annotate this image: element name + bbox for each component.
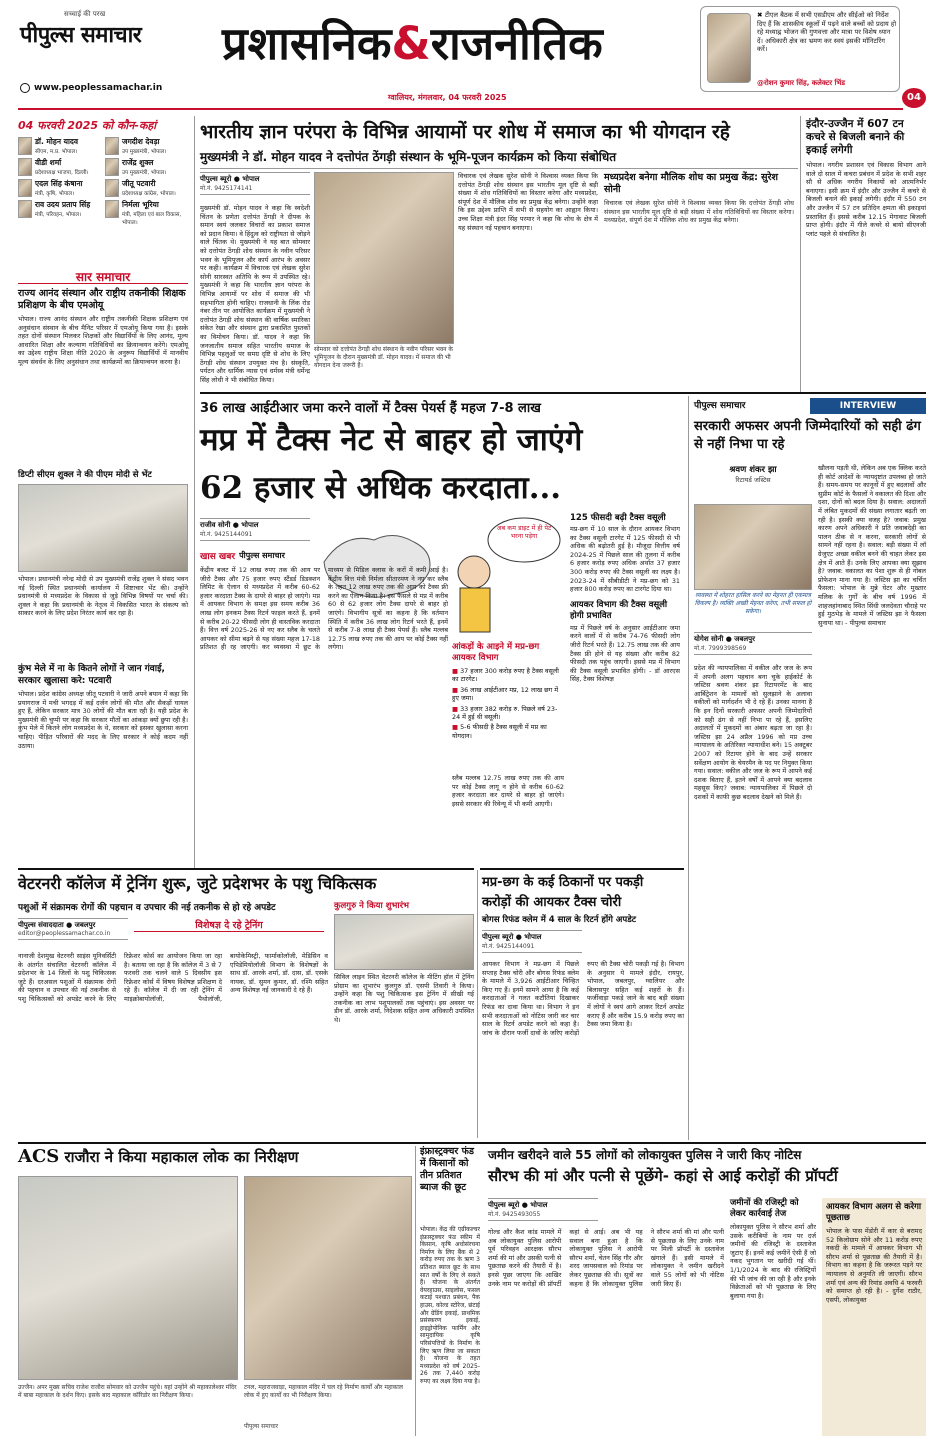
indore-divider bbox=[800, 116, 801, 392]
interview-divider bbox=[688, 396, 689, 1140]
interview-person bbox=[694, 464, 812, 504]
acs-prefix: ACS bbox=[18, 1146, 60, 1167]
tax-kicker: 36 लाख आईटीआर जमा करने वालों में टैक्स पेयर्स हैं महज 7-8 लाख bbox=[200, 401, 541, 416]
acs-caption-1: उज्जैन। अपर मुख्य सचिव राजेश राजौरा सोमवार को उज्जैन पहुंचे। यहां उन्होंने श्री महाकालेश्वर मंदिर में बाबा महाकाल के दर्शन किए। इसके बाद महाकाल कॉरिडोर का निरीक्षण किया। bbox=[18, 1384, 237, 1399]
logo-text: पीपुल्स समाचार bbox=[20, 23, 142, 48]
bottom-top-rule bbox=[18, 1142, 926, 1144]
raid-subhead: बोगस रिफंड क्लेम में 4 साल के रिटर्न होंगे अपडेट bbox=[482, 915, 637, 925]
tax-headline-1: मप्र में टैक्स नेट से बाहर हो जाएंगे bbox=[200, 422, 583, 458]
raid-divider bbox=[477, 870, 478, 1138]
lead-photo-caption: सोमवार को दत्तोपंत ठेंगड़ी शोध संस्थान के नवीन परिसर भवन के भूमिपूजन के दौरान मुख्यमंत्री डॉ. मोहन यादव। में समाज की भी योगदान देना जरूरी है। bbox=[314, 346, 454, 369]
person-place: मंत्री, महिला एवं बाल विकास, भोपाल। bbox=[122, 212, 182, 226]
lokayukt-headline-2: सौरभ की मां और पत्नी से पूछेंगे- कहां से आई करोड़ों की प्रॉपर्टी bbox=[488, 1167, 838, 1185]
person-place: मंत्री, परिवहन, भोपाल। bbox=[35, 212, 82, 218]
interviewer-box bbox=[694, 632, 812, 655]
quote-body: टीएल बैठक में सभी एसडीएम और सीईओ को निर्देश दिए हैं कि शासकीय स्कूलों में पढ़ने वाले बच्चों को प्रदाय हो रहे मध्याह्न भोजन की गुणवत्ता और मात्रा पर विशेष ध्यान दें। अधिकारी क्षेत्र का भ्रमण कर स्वयं इसकी मॉनिटरिंग करें। bbox=[757, 11, 897, 54]
kulguru-headline: कुलगुरु ने किया शुभारंभ bbox=[334, 901, 410, 911]
stat-item: ■ 36 लाख आईटीआर मप्र, 12 लाख छग में हुए जमा। bbox=[452, 686, 564, 703]
lead-subhead-rule bbox=[200, 168, 798, 169]
quote-icon: ✖ bbox=[757, 11, 765, 19]
infra-divider bbox=[415, 1146, 416, 1436]
saar-label: सार समाचार bbox=[18, 268, 188, 284]
cartoon-bubble-text: अब कम डाइट में ही पेट भरना पड़ेगा bbox=[496, 524, 552, 540]
interview-body: प्रदेश की न्यायपालिका में वकील और जज के रूप में अपनी अलग पहचान बना चुके हाईकोर्ट के जस्टिस श्रवण शंकर झा रिटायरमेंट के बाद आर्बिट्रेशन के मामलों को सुलझाने के अलावा वकीलों को मार्गदर्शन भी दे रहे हैं। उनका मानना है कि इन दिनों सरकारी अफसर अपनी जिम्मेदारियों को सही ढंग से नहीं निभा पा रहे हैं, इसलिए अदालतों में मुकदमों का अंबार बढ़ता जा रहा है। जस्टिस झा 24 अप्रैल 1996 को मप्र उच्च न्यायालय के अतिरिक्त न्यायाधीश बने। 15 अक्टूबर 2007 को रिटायर होने के बाद उन्हें सरकार सर्वेक्षण आयोग के चेयरमैन के पद पर नियुक्त किया गया। सवाल: वकील और जज के रूप में आपने कई दशक बिताए हैं, इतने वर्षों में आपने क्या बदलाव महसूस किए? जवाब: न्यायपालिका में पिछले दो दशकों में काफी कुछ बदलाव देखने को मिले हैं। bbox=[694, 664, 812, 801]
tax-col-headline: 125 फीसदी बढ़ी टैक्स वसूली bbox=[570, 513, 666, 523]
lead-photo bbox=[314, 172, 454, 344]
pm-meeting-photo bbox=[18, 484, 188, 572]
brief-headline: डिप्टी सीएम शुक्ल ने की पीएम मोदी से भेंट bbox=[18, 470, 152, 480]
acs-headline bbox=[18, 1146, 418, 1172]
brief-headline: कुंभ मेले में ना के कितने लोगों ने जान गंवाई, सरकार खुलासा करे: पटवारी bbox=[18, 664, 165, 686]
vet-byline-box bbox=[18, 918, 128, 948]
person-name: राव उदय प्रताप सिंह bbox=[35, 200, 91, 209]
vet-top-rule bbox=[18, 868, 474, 870]
section-title-part1: प्रशासनिक bbox=[222, 17, 392, 70]
raid-body: आयकर विभाग ने मप्र-छग में पिछले सप्ताह टैक्स चोरी और बोगस रिफंड क्लेम के मामले में 3,926 आईटीआर चिन्हित किए गए हैं। इनमें सामने आया है कि कई करदाताओं ने गलत कटौतियां दिखाकर रिफंड का दावा किया था। विभाग ने इन सभी करदाताओं को नोटिस जारी कर चार साल के रिटर्न अपडेट करने को कहा है। जांच के दौरान फर्जी दावों के जरिए करोड़ों रुपए की टैक्स चोरी पकड़ी गई है। विभाग के अनुसार ये मामले इंदौर, रायपुर, भोपाल, जबलपुर, ग्वालियर और बिलासपुर सहित कई शहरों के हैं। फर्जीवाड़ा पकड़े जाने के बाद बड़ी संख्या में लोगों ने स्वयं आगे आकर रिटर्न अपडेट कराए हैं और करीब 15.9 करोड़ रुपए का टैक्स जमा किया है। bbox=[482, 960, 684, 1037]
byline-phone: मो.नं. 9425144091 bbox=[200, 531, 253, 538]
person-photo bbox=[18, 158, 32, 176]
person-photo bbox=[105, 200, 119, 218]
byline-name: पीपुल्स ब्यूरो ● भोपाल bbox=[482, 933, 542, 941]
acs-rest: राजौरा ने किया महाकाल लोक का निरीक्षण bbox=[64, 1148, 299, 1166]
lokayukt-box bbox=[822, 1198, 926, 1436]
brief-headline: राज्य आनंद संस्थान और राष्ट्रीय तकनीकी शिक्षक प्रशिक्षण के बीच एमओयू bbox=[18, 288, 186, 311]
lokayukt-side-body: लोकायुक्त पुलिस ने सौरभ शर्मा और उसके करीबियों के नाम पर दर्ज जमीनों की रजिस्ट्री के दस्तावेज जुटाए हैं। इनमें कई जमीनें ऐसी हैं जो नकद भुगतान पर खरीदी गई थीं। 1/1/2024 के बाद की रजिस्ट्रियों की भी जांच की जा रही है और इनके विक्रेताओं को भी पूछताछ के लिए बुलाया गया है। bbox=[730, 1223, 816, 1300]
brief-body: भोपाल। प्रदेश कांग्रेस अध्यक्ष जीतू पटवारी ने जारी अपने बयान में कहा कि प्रयागराज में मची भगदड़ में कई दर्जन लोगों की मौत और सैकड़ों घायल हुए हैं, लेकिन सरकार मात्र 30 लोगों की मौत बता रही है। यही प्रदेश के मुख्यमंत्री की चुप्पी पर कहा कि सरकार मौतों का आंकड़ा क्यों छुपा रही है। कुंभ मेले में कितने लोग मध्यप्रदेश के थे, सरकार को इसका खुलासा करना चाहिए। पीड़ित परिवारों की मदद के लिए सरकार ने कोई कदम नहीं उठाया। bbox=[18, 690, 188, 750]
person-place: सीएम, म.प्र. भोपाल। bbox=[35, 149, 78, 155]
quote-box bbox=[700, 6, 900, 92]
tax-headline-2: 62 हजार से अधिक करदाता... bbox=[200, 470, 562, 506]
lokayukt-side bbox=[730, 1198, 816, 1436]
interview-headline: सरकारी अफसर अपनी जिम्मेदारियों को सही ढंग से नहीं निभा पा रहे bbox=[694, 419, 921, 452]
lokayukt-byline bbox=[488, 1198, 598, 1221]
tax-body-cont: स्लैब मल्लब 12.75 लाख रुपए तक की आय पर कोई टैक्स लागू न होने से करीब 60-62 हजार करदाता कर दायरे से बाहर हो जाएंगे। इससे सरकार की रिवेन्यू में भी कमी आएगी। bbox=[452, 774, 564, 808]
tax-body: केंद्रीय बजट में 12 लाख रुपए तक की आय पर जीरो टैक्स और 75 हजार रुपए स्टैंडर्ड डिडक्शन लिमिट के ऐलान से मध्यप्रदेश में करीब 60-62 हजार करदाता टैक्स के दायरे से बाहर हो जाएंगे। मप्र में आयकर विभाग के समक्ष इस समय करीब 36 लाख लोग इनकम टैक्स रिटर्न फाइल करते हैं, इनमें से करीब 20-22 फीसदी लोग ही वास्तविक करदाता हैं। वित्त वर्ष 2025-26 से नए कर स्लैब के चलते आयकर को सीमा बढ़ने से यह संख्या महज 17-18 प्रतिशत ही रह जाएगी। कर व्यवस्था में छूट के माध्यम से मिडिल क्लास के करों में कमी आई है। केंद्रीय वित्त मंत्री निर्मला सीतारमण ने नए कर स्लैब के तहत 12 लाख रुपए तक की आय को टैक्स फ्री करने का ऐलान किया है। इस फैसले से मप्र में करीब 60 से 62 हजार लोग टैक्स दायरे से बाहर हो जाएंगे। विभागीय सूत्रों का कहना है कि वर्तमान स्थिति में करीब 36 लाख लोग रिटर्न भरते हैं, इनमें से करीब 7-8 लाख ही टैक्स पेयर्स हैं। स्लैब मल्लब 12.75 लाख रुपए तक की आय पर कोई टैक्स नहीं लगेगा। bbox=[200, 566, 448, 652]
lead-headline: भारतीय ज्ञान परंपरा के विभिन्न आयामों पर शोध में समाज का भी योगदान रहे bbox=[200, 121, 730, 143]
person-card bbox=[105, 137, 188, 155]
person-card bbox=[105, 158, 188, 176]
person-card bbox=[18, 137, 101, 155]
kulguru-body: सिविल लाइन स्थित वेटरनरी कॉलेज के मीटिंग हॉल में ट्रेनिंग प्रोग्राम का शुभारंभ कुलगुरु डॉ. एसपी तिवारी ने किया। उन्होंने कहा कि पशु चिकित्सक इस ट्रेनिंग में सीखी गई तकनीक का लाभ पशुपालकों तक पहुंचाएं। इस अवसर पर डीन डॉ. आरके शर्मा, निदेशक सहित अन्य अधिकारी उपस्थित थे। bbox=[334, 973, 474, 1024]
logo bbox=[20, 10, 200, 68]
dateline: ग्वालियर, मंगलवार, 04 फरवरी 2025 bbox=[388, 93, 507, 102]
side-headline: मध्यप्रदेश बनेगा मौलिक शोध का प्रमुख केंद्र: सुरेश सोनी bbox=[604, 172, 778, 195]
person-photo bbox=[105, 158, 119, 176]
person-place: उप मुख्यमंत्री, भोपाल। bbox=[122, 170, 167, 176]
tax-stats-box bbox=[452, 642, 564, 770]
byline-email: editor@peoplessamachar.co.in bbox=[18, 930, 111, 937]
byline-name: पीपुल्स संवाददाता ● जबलपुर bbox=[18, 921, 96, 929]
person-name: वीडी शर्मा bbox=[35, 158, 62, 167]
lokayukt-box-headline: आयकर विभाग अलग से करेगा पूछताछ bbox=[826, 1202, 922, 1223]
vet-byline bbox=[18, 918, 128, 940]
raid-headline-2: करोड़ों की आयकर टैक्स चोरी bbox=[482, 895, 622, 910]
person-photo bbox=[18, 179, 32, 197]
brief-body: भोपाल। प्रधानमंत्री नरेन्द्र मोदी से उप मुख्यमंत्री राजेंद्र शुक्ल ने संसद भवन नई दिल्ली स्थित प्रधानमंत्री कार्यालय में शिष्टाचार भेंट की। उन्होंने प्रधानमंत्री से मध्यप्रदेश के विकास से जुड़े विभिन्न विषयों पर चर्चा की। शुक्ल ने कहा कि प्रधानमंत्री के नेतृत्व में विकसित भारत के संकल्प को साकार करने के लिए प्रदेश निरंतर कार्य कर रहा है। bbox=[18, 575, 188, 618]
tax-col-body: मप्र-छग में 10 साल के दौरान आयकर विभाग का टैक्स वसूली टारगेट में 125 फीसदी से भी अधिक की बढ़ोतरी हुई है। मौजूदा वित्तीय वर्ष 2024-25 में पिछले साल की तुलना में करीब 6 हजार करोड़ रुपए अधिक अर्थात 37 हजार 300 करोड़ रुपए की टैक्स वसूली का लक्ष्य है। 2023-24 में सीबीडीटी ने मप्र-छग को 31 हजार 800 करोड़ रुपए का टारगेट दिया था। bbox=[570, 525, 680, 594]
section-title-part2: राजनीतिक bbox=[430, 17, 603, 70]
collector-photo bbox=[707, 13, 751, 83]
byline-phone: मो.नं. 9425144091 bbox=[482, 943, 535, 950]
person-card bbox=[18, 200, 101, 226]
lead-subhead: मुख्यमंत्री ने डॉ. मोहन यादव ने दत्तोपंत ठेंगड़ी संस्थान के भूमि-पूजन कार्यक्रम को किया संबोधित bbox=[200, 150, 617, 164]
acs-photo-1 bbox=[18, 1176, 238, 1380]
quote-author: @रोशन कुमार सिंह, कलेक्टर भिंड bbox=[757, 79, 846, 87]
indore-body: भोपाल। नगरीय प्रशासन एवं विकास विभाग आने वाले दो साल में कचरा प्रबंधन में प्रदेश के सभी शहर सौ से अधिक नगरीय निकायों को आत्मनिर्भर बनाएगा। इसी क्रम में इंदौर और उज्जैन में कचरे से बिजली बनाने की इकाई लगेगी। इंदौर में 550 टन और उज्जैन में 57 टन प्रतिदिन क्षमता की इकाइयां प्रस्तावित हैं। इससे करीब 12.15 मेगावाट बिजली प्राप्त होगी। इंदौर में गीले कचरे से बायो सीएनजी प्लांट पहले से संचालित है। bbox=[806, 161, 926, 238]
infra-body: भोपाल। केंद्र की एग्रीकल्चर इंफ्रास्ट्रक्चर फंड स्कीम में किसान, कृषि अधोसंरचना निर्माण के लिए बैंक से 2 करोड़ रुपए तक के ऋण 3 प्रतिशत ब्याज छूट के साथ सात वर्षों के लिए ले सकते हैं। योजना के अंतर्गत वेयरहाउस, साइलोस, फसल कटाई पश्चात प्रबंधन, पैक हाउस, कोल्ड स्टोरेज, छंटाई और ग्रेडिंग इकाई, प्राथमिक प्रसंस्करण इकाई, हाइड्रोपोनिक फार्मिंग और सामुदायिक कृषि परिसंपत्तियों के निर्माण के लिए ऋण लिया जा सकता है। योजना के तहत मध्यप्रदेश को वर्ष 2025-26 तक 7,440 करोड़ रुपए का लक्ष्य दिया गया है। bbox=[420, 1226, 480, 1385]
person-name: राजेंद्र शुक्ल bbox=[122, 158, 154, 167]
cartoon-body bbox=[460, 588, 490, 632]
lokayukt-body: गोल्ड और कैश कांड मामले में अब लोकायुक्त पुलिस आरोपी पूर्व परिवहन आरक्षक सौरभ शर्मा की मां और उसकी पत्नी से पूछताछ करने की तैयारी में है। इनसे पूछा जाएगा कि आखिर उनके नाम पर करोड़ों की प्रॉपर्टी कहां से आई। अब भी यह सवाल बना हुआ है कि लोकायुक्त पुलिस ने आरोपी सौरभ शर्मा, चेतन सिंह गौर और शरद जायसवाल को रिमांड पर लेकर पूछताछ की थी। सूत्रों का कहना है कि लोकायुक्त पुलिस ने सौरभ शर्मा की मां और पत्नी से पूछताछ के लिए उनके नाम पर मिली प्रॉपर्टी के दस्तावेज खंगाले हैं। इसी मामले में लोकायुक्त ने जमीन खरीदने वाले 55 लोगों को भी नोटिस जारी किए हैं। bbox=[488, 1228, 724, 1288]
kaun-kahan-box bbox=[18, 118, 188, 260]
stat-item: ■ 37 हजार 300 करोड़ रुपए है टैक्स वसूली का टारगेट। bbox=[452, 667, 564, 684]
lokayukt-headline-1: जमीन खरीदने वाले 55 लोगों को लोकायुक्त पुलिस ने जारी किए नोटिस bbox=[488, 1148, 802, 1162]
person-name: जीतू पटवारी bbox=[122, 179, 156, 188]
people-grid bbox=[18, 137, 188, 226]
lead-body: मुख्यमंत्री डॉ. मोहन यादव ने कहा कि स्वदेशी चिंतन के प्रणेता दत्तोपंत ठेंगड़ी ने दीपक के समान स्वयं जलकर विचारों का प्रकाश समाज को प्रदान किया। वे हिंदुत्व को राष्ट्रीयता से जोड़ने वाले चिंतक थे। मुख्यमंत्री ने यह बात सोमवार को दत्तोपंत ठेंगड़ी शोध संस्थान के नवीन परिसर भवन के भूमिपूजन और कार्य आरंभ के अवसर पर कही। कार्यक्रम में विचारक एवं लेखक सुरेश सोनी सारस्वत अतिथि के रूप में उपस्थित रहे। मुख्यमंत्री ने कहा कि भारतीय ज्ञान परंपरा के विभिन्न आयामों पर शोध में समाज की भी सहभागिता होनी चाहिए। राजधानी के लिंक रोड नंबर तीन पर आयोजित कार्यक्रम में मुख्यमंत्री ने दत्तोपंत ठेंगड़ी शोध संस्थान की वार्षिक स्मारिका संकेत रेखा और संस्थान द्वारा प्रकाशित पुस्तकों का विमोचन किया। डॉ. यादव ने कहा कि जनजातीय समाज सहित भारतीय समाज के विभिन्न पहलुओं पर समग्र दृष्टि से शोध के लिए ठेंगड़ी शोध संस्थान उपयुक्त मंच है। संस्कृति, पर्यटन और धार्मिक न्यास एवं धर्मस्व मंत्री धर्मेन्द्र सिंह लोधी ने भी संबोधित किया। bbox=[200, 204, 310, 384]
quote-text bbox=[757, 11, 897, 75]
raid-top-rule bbox=[480, 868, 684, 870]
logo-tagline: सच्चाई की परख bbox=[64, 10, 106, 18]
interview-header bbox=[694, 398, 926, 414]
stat-item: ■ 5-6 फीसदी है टैक्स वसूली में मप्र का योगदान। bbox=[452, 723, 564, 740]
vishesh-label: विशेषज्ञ दे रहे ट्रेनिंग bbox=[134, 918, 324, 932]
interview-qa: खौलना पड़ती थी, लेकिन अब एक क्लिक करते ही कोर्ट आदेशों के न्यायदृष्टांत उपलब्ध हो जाते हैं। समय-समय पर कानूनों में हुए बदलावों और सुप्रीम कोर्ट के फैसलों ने वकालत की दिशा और दशा, दोनों को बदल दिया है। सवाल: अदालतों में लंबित मुकदमों की संख्या लगातार बढ़ती जा रही है। इसकी क्या वजह है? जवाब: प्रमुख कारण अपने अधिकारी ने प्रति जवाबदेही का पालन ठीक से न करना, सरकारी लोगों से सामने नहीं रहना है। सवाल: बड़ी संख्या में लॉ ग्रेजुएट अच्छा वकील बनने की चाहत लेकर इस क्षेत्र में आते हैं। उनके लिए आपका क्या सुझाव है? जवाब: वकालत का पेशा शुरू से ही नोबल प्रोफेशन माना गया है। जस्टिस झा का चर्चित फैसला: भोपाल के मुन्ने घेटर और मुख्तार मलिक के गुर्गों के बीच वर्ष 1996 में शाहजहांनाबाद स्थित सिंधी जलदेवता चौराहे पर हुई मुठभेड़ के मामले में जस्टिस झा ने फैसला सुनाया था। - पीपुल्स समाचार bbox=[818, 464, 927, 627]
justice-photo bbox=[694, 504, 812, 590]
khaas-logo-text: पीपुल्स समाचार bbox=[239, 550, 285, 560]
kaun-kahan-heading: 04 फरवरी 2025 को कौन-कहां bbox=[18, 119, 157, 132]
acs-footer: पीपुल्स समाचार bbox=[244, 1423, 279, 1430]
section-title-amp: & bbox=[391, 17, 431, 70]
indore-headline: इंदौर-उज्जैन में 607 टन कचरे से बिजली बनाने की इकाई लगेगी bbox=[806, 118, 905, 156]
cartoon-head bbox=[458, 556, 490, 588]
interview-logo: पीपुल्स समाचार bbox=[694, 401, 746, 411]
person-name: डॉ. मोहन यादव bbox=[35, 137, 79, 146]
stat-item: ■ 33 हजार 382 करोड़ रु. पिछले वर्ष 23-24 में हुई थी वसूली। bbox=[452, 705, 564, 722]
vet-subhead: पशुओं में संक्रामक रोगों की पहचान व उपचार की नई तकनीक से हो रहे अपडेट bbox=[18, 903, 276, 913]
raid-headline-1: मप्र-छग के कई ठिकानों पर पकड़ी bbox=[482, 875, 644, 890]
page-number: 04 bbox=[902, 88, 926, 108]
indore-story bbox=[806, 118, 926, 388]
left-column-divider bbox=[194, 116, 195, 868]
person-photo bbox=[18, 200, 32, 218]
byline-name: पीपुल्स ब्यूरो ● भोपाल bbox=[200, 175, 260, 183]
side-body-fill: विचारक एवं लेखक सुरेश सोनी ने विश्वास व्यक्त किया कि दत्तोपंत ठेंगड़ी शोध संस्थान इस भारतीय मूल दृष्टि से बड़ी संख्या में शोध गतिविधियों का विस्तार करेगा। मध्यप्रदेश, संपूर्ण देश में मौलिक शोध का प्रमुख केंद्र बनेगा। bbox=[604, 199, 794, 225]
stats-headline: आंकड़ों के आइने में मप्र-छग आयकर विभाग bbox=[452, 642, 540, 663]
person-name: जगदीश देवड़ा bbox=[122, 137, 160, 146]
person-title: रिटायर्ड जस्टिस bbox=[735, 476, 771, 484]
person-card bbox=[18, 179, 101, 197]
tax-top-rule bbox=[200, 392, 926, 394]
acs-caption-2: टनल, महाराजवाड़ा, महाकाल मंदिर में चल रहे निर्माण कार्यों और महाकाल लोक में हुए कार्यों का भी निरीक्षण किया। bbox=[244, 1384, 403, 1399]
infra-headline: इंफ्रास्ट्रक्चर फंड में किसानों को तीन प्रतिशत ब्याज की छूट bbox=[420, 1146, 475, 1193]
khaas-label: खास खबर bbox=[200, 551, 236, 562]
lead-byline bbox=[200, 172, 310, 195]
tax-side-col bbox=[570, 512, 680, 862]
person-name: श्रवण शंकर झा bbox=[729, 465, 777, 475]
vet-headline: वेटरनरी कॉलेज में ट्रेनिंग शुरू, जुटे प्रदेशभर के पशु चिकित्सक bbox=[18, 874, 377, 893]
person-photo bbox=[105, 137, 119, 155]
byline-name: योगेश सोनी ● जबलपुर bbox=[694, 635, 756, 643]
khaas-khabar-bar bbox=[200, 548, 310, 562]
masthead bbox=[0, 0, 945, 108]
acs-photo-2 bbox=[244, 1176, 412, 1380]
person-card bbox=[105, 179, 188, 197]
masthead-rule bbox=[18, 108, 903, 110]
interview-pullquote: व्यवस्था में शोहरत हासिल करने का मेहनत ही एकमात्र विकल्प है। व्यक्ति अच्छी मेहनत करेगा, तभी सफल हो सकेगा। bbox=[694, 592, 812, 615]
lokayukt-byline-box bbox=[488, 1198, 598, 1224]
byline-phone: मो.नं. 7999398569 bbox=[694, 645, 747, 652]
tax-col2-headline: आयकर विभाग की टैक्स वसूली होगी प्रभावित bbox=[570, 599, 668, 621]
interviewer-byline bbox=[694, 632, 812, 660]
person-name: एदल सिंह कंषाना bbox=[35, 179, 83, 188]
vet-college-photo bbox=[334, 914, 474, 970]
saar-brief-3 bbox=[18, 664, 188, 864]
lokayukt-side-headline: जमीनों की रजिस्ट्री को लेकर कार्रवाई तेज bbox=[730, 1198, 799, 1219]
person-place: उप मुख्यमंत्री, भोपाल। bbox=[122, 149, 167, 155]
globe-icon bbox=[20, 83, 30, 93]
saar-brief-1 bbox=[18, 288, 188, 468]
person-place: प्रदेशाध्यक्ष कांग्रेस, भोपाल। bbox=[122, 191, 176, 197]
person-place: प्रदेशाध्यक्ष भाजपा, दिल्ली। bbox=[35, 170, 89, 176]
section-title bbox=[222, 12, 692, 76]
vet-body: नानाजी देशमुख वेटरनरी साइंस यूनिवर्सिटी के अंतर्गत संचालित वेटरनरी कॉलेज में प्रदेशभर के 14 जिलों के पशु चिकित्सक जुटे हैं। दरअसल पशुओं में संक्रामक रोगों की पहचान व उपचार की नई तकनीक से पशु चिकित्सकों को अपडेट करने के लिए रिफ्रेशर कोर्स का आयोजन किया जा रहा है। बताया जा रहा है कि कॉलेज में 3 से 7 फरवरी तक चलने वाले 5 दिवसीय इस रिफ्रेशर कोर्स में विषय विशेषज्ञ प्रशिक्षण दे रहे हैं। कॉलेज में दी जा रही ट्रेनिंग में माइक्रोबायोलॉजी, पैथोलॉजी, बायोकेमिस्ट्री, फार्माकोलॉजी, मेडिसिन व एपिडेमियोलॉजी विभाग के विशेषज्ञों के साथ डॉ. आरके शर्मा, डॉ. दास, डॉ. एसके नायक, डॉ. सुमन कुमार, डॉ. रश्मि सहित अन्य विशेषज्ञ नई जानकारी दे रहे हैं। bbox=[18, 952, 328, 1003]
byline-name: राजीव सोनी ● भोपाल bbox=[200, 521, 259, 529]
person-photo bbox=[18, 137, 32, 155]
raid-byline-box bbox=[482, 930, 582, 956]
byline-phone: मो.नं. 9425174141 bbox=[200, 185, 253, 192]
lead-byline-box bbox=[200, 172, 310, 200]
byline-phone: मो.नं. 9425493055 bbox=[488, 1211, 541, 1218]
raid-byline bbox=[482, 930, 582, 953]
tax-byline-box bbox=[200, 518, 310, 546]
person-place: मंत्री, कृषि, भोपाल। bbox=[35, 191, 75, 197]
kulguru-box bbox=[334, 900, 474, 1138]
site-url-row bbox=[20, 80, 195, 96]
interview-label: INTERVIEW bbox=[810, 398, 926, 414]
lead-side-story bbox=[604, 172, 794, 368]
person-card bbox=[105, 200, 188, 226]
lokayukt-box-body: भोपाल के पास मेंडोरी में कार से बरामद 52 किलोग्राम सोने और 11 करोड़ रुपए नकदी के मामले में आयकर विभाग भी सौरभ शर्मा से पूछताछ की तैयारी में है। विभाग का कहना है कि जरूरत पड़ने पर न्यायालय से अनुमति ली जाएगी। सौरभ शर्मा एवं अन्य की रिमांड अवधि 4 फरवरी को समाप्त हो रही है। - दुर्गेश राठौर, एसपी, लोकायुक्त bbox=[826, 1227, 922, 1304]
person-name: निर्मला भूरिया bbox=[122, 200, 159, 209]
tax-byline bbox=[200, 518, 310, 541]
brief-body: भोपाल। राज्य आनंद संस्थान और राष्ट्रीय तकनीकी शिक्षक प्रशिक्षण एवं अनुसंधान संस्थान के बीच मैनिट परिसर में एमओयू किया गया है। इसके तहत दोनों संस्थान मिलकर शिक्षकों और विद्यार्थियों के लिए आनंद, मूल्य आधारित शिक्षा और कल्याण गतिविधियों का क्रियान्वयन करेंगे। एमओयू का उद्देश्य राष्ट्रीय शिक्षा नीति 2020 के अनुरूप विद्यार्थियों में मानवीय मूल्य संवर्धन के लिए अनुसंधान तथा कार्यक्रमों का क्रियान्वयन करना है। bbox=[18, 315, 188, 366]
lead-body-continued: विचारक एवं लेखक सुरेश सोनी ने विश्वास व्यक्त किया कि दत्तोपंत ठेंगड़ी शोध संस्थान इस भारतीय मूल दृष्टि से बड़ी संख्या में शोध गतिविधियों का विस्तार करेगा और मध्यप्रदेश, संपूर्ण देश में मौलिक शोध का प्रमुख केंद्र बनेगा। उन्होंने कहा कि इस उद्देश्य प्राप्ति में सभी से सहयोग का आह्वान किया। उच्च शिक्षा मंत्री इंदर सिंह परमार ने कहा कि शोध के क्षेत्र में यह संस्थान नई पहचान बनाएगा। bbox=[458, 172, 598, 232]
tax-col2-body: मप्र में पिछले वर्ष के अनुसार आईटीआर जमा करने वालों में से करीब 74-76 फीसदी लोग जीरो रिटर्न भरते हैं। 12.75 लाख तक की आय टैक्स फ्री होने से यह संख्या और करीब 82 फीसदी तक पहुंच जाएगी। इससे मप्र में विभाग की टैक्स वसूली प्रभावित होगी। - डॉ आरएस सिंह, टैक्स विशेषज्ञ bbox=[570, 623, 680, 684]
lead-body-cont bbox=[458, 172, 598, 364]
site-url[interactable]: www.peoplessamachar.in bbox=[34, 83, 163, 93]
person-card bbox=[18, 158, 101, 176]
person-photo bbox=[105, 179, 119, 197]
byline-name: पीपुल्स ब्यूरो ● भोपाल bbox=[488, 1201, 548, 1209]
saar-brief-2 bbox=[18, 470, 188, 654]
